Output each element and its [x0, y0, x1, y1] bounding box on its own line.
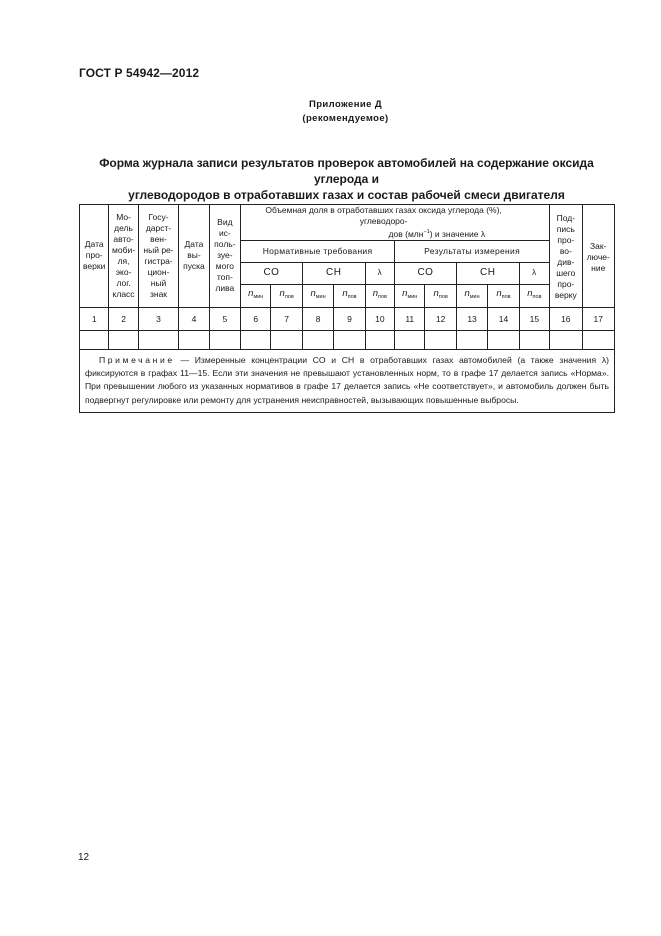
- journal-form-table: [79, 204, 615, 413]
- entry-cell[interactable]: [109, 330, 138, 349]
- normative-ch-npov: $n_{пов}$: [334, 284, 365, 307]
- header-line: вы-: [187, 250, 201, 261]
- group-header-line-2: дов (млн$^{-1}$) и значение λ: [388, 228, 486, 239]
- normative-lambda: λ: [365, 262, 394, 284]
- entry-cell[interactable]: [425, 330, 456, 349]
- header-line: ный ре-: [143, 244, 174, 255]
- header-line: знак: [149, 288, 168, 299]
- header-line: пись: [556, 224, 575, 234]
- column-number: 9: [334, 307, 365, 330]
- header-line: Дата: [184, 239, 204, 250]
- header-line: дель: [114, 222, 133, 233]
- col-header-inspector-signature: [550, 205, 582, 308]
- page-number: 12: [78, 852, 90, 863]
- header-line: Вид: [217, 217, 233, 228]
- entry-cell[interactable]: [138, 330, 179, 349]
- normative-lambda-npov: $n_{пов}$: [365, 284, 394, 307]
- col-header-conclusion: [582, 205, 614, 308]
- result-co-nmin: $n_{мин}$: [395, 284, 425, 307]
- col-header-registration-plate: [138, 205, 179, 308]
- table-note: [80, 349, 615, 412]
- col-header-vehicle-model: [109, 205, 138, 308]
- result-ch-npov: $n_{пов}$: [488, 284, 519, 307]
- column-number: 3: [138, 307, 179, 330]
- result-co: CO: [395, 262, 457, 284]
- normative-ch: CH: [302, 262, 365, 284]
- entry-cell[interactable]: [179, 330, 209, 349]
- header-line: Зак-: [590, 241, 607, 251]
- column-number: 16: [550, 307, 582, 330]
- column-number: 10: [365, 307, 394, 330]
- column-number: 4: [179, 307, 209, 330]
- entry-cell[interactable]: [334, 330, 365, 349]
- col-header-check-date: [80, 205, 109, 308]
- title-line-2: углеводородов в отработавших газах и состав рабочей смеси двигателя: [128, 188, 565, 202]
- entry-cell[interactable]: [550, 330, 582, 349]
- col-header-manufacture-date: [179, 205, 209, 308]
- appendix-heading: [0, 98, 661, 126]
- header-line: моби-: [112, 244, 136, 255]
- column-number: 12: [425, 307, 456, 330]
- entry-cell[interactable]: [456, 330, 487, 349]
- document-title: [79, 155, 614, 203]
- header-line: шего: [556, 268, 576, 278]
- header-line: дарст-: [145, 222, 172, 233]
- header-line: Госу-: [148, 211, 169, 222]
- header-line: пуска: [183, 261, 205, 272]
- group-header-volume-fraction: [241, 205, 550, 241]
- column-number: 7: [271, 307, 302, 330]
- group-header-line-1: Объемная доля в отработавших газах оксида углерода (%), углеводоро-: [265, 205, 502, 226]
- header-line: гистра-: [144, 255, 173, 266]
- header-line: цион-: [147, 266, 170, 277]
- appendix-status: (рекомендуемое): [302, 113, 389, 124]
- header-line: ля,: [117, 255, 130, 266]
- col-header-fuel-type: [209, 205, 240, 308]
- header-line: Дата: [84, 239, 104, 250]
- column-number: 15: [519, 307, 549, 330]
- result-lambda-npov: $n_{пов}$: [519, 284, 549, 307]
- header-line: зуе-: [217, 250, 233, 261]
- normative-co: CO: [241, 262, 303, 284]
- entry-cell[interactable]: [209, 330, 240, 349]
- normative-co-npov: $n_{пов}$: [271, 284, 302, 307]
- column-number: 14: [488, 307, 519, 330]
- subheader-measurement-results: Результаты измерения: [395, 240, 550, 262]
- column-number: 6: [241, 307, 271, 330]
- entry-cell[interactable]: [271, 330, 302, 349]
- header-line: див-: [557, 257, 575, 267]
- result-lambda: λ: [519, 262, 549, 284]
- header-line: класс: [112, 288, 135, 299]
- standard-number: ГОСТ Р 54942—2012: [79, 66, 200, 80]
- appendix-label: Приложение Д: [308, 99, 383, 110]
- header-line: ние: [591, 263, 606, 273]
- header-line: про-: [557, 235, 575, 245]
- header-line: ный: [150, 277, 167, 288]
- header-line: ис-: [218, 228, 231, 239]
- column-number: 5: [209, 307, 240, 330]
- normative-ch-nmin: $n_{мин}$: [302, 284, 333, 307]
- header-line: Мо-: [116, 211, 131, 222]
- normative-co-nmin: $n_{мин}$: [241, 284, 271, 307]
- column-number: 8: [302, 307, 333, 330]
- entry-cell[interactable]: [488, 330, 519, 349]
- header-line: авто-: [113, 233, 134, 244]
- header-line: верку: [554, 290, 577, 300]
- column-number: 11: [395, 307, 425, 330]
- header-line: мого: [215, 261, 234, 272]
- header-line: люче-: [586, 252, 610, 262]
- entry-cell[interactable]: [241, 330, 271, 349]
- entry-cell[interactable]: [80, 330, 109, 349]
- column-number: 17: [582, 307, 614, 330]
- column-numbers-row: [80, 307, 615, 330]
- header-line: лива: [215, 283, 235, 294]
- entry-cell[interactable]: [395, 330, 425, 349]
- entry-cell[interactable]: [302, 330, 333, 349]
- entry-cell[interactable]: [582, 330, 614, 349]
- header-line: про-: [557, 279, 575, 289]
- subheader-normative-requirements: Нормативные требования: [241, 240, 395, 262]
- entry-cell[interactable]: [365, 330, 394, 349]
- header-line: топ-: [216, 272, 233, 283]
- result-ch: CH: [456, 262, 519, 284]
- header-line: лог.: [116, 277, 131, 288]
- header-line: про-: [85, 250, 103, 261]
- empty-entry-row: [80, 330, 615, 349]
- header-line: эко-: [115, 266, 132, 277]
- header-line: вен-: [150, 233, 167, 244]
- header-line: поль-: [214, 239, 236, 250]
- header-line: верки: [83, 261, 106, 272]
- note-text: — Измеренные концентрации CO и CH в отработавших газах автомобилей (а также значения λ) фиксируются в графах 11—15. Если эти значения не превышают установленных норм, то в графе 17 делается запись «Норма». При превышении любого из указанных нормативов в графе 17 делается запись «Не соответствует», и автомобиль должен быть подвергнут регулировке или ремонту для устранения неисправностей, вызывающих повышенные выбросы.: [85, 354, 609, 405]
- column-number: 13: [456, 307, 487, 330]
- result-co-npov: $n_{пов}$: [425, 284, 456, 307]
- header-line: во-: [559, 246, 572, 256]
- note-label: Примечание: [99, 354, 175, 365]
- entry-cell[interactable]: [519, 330, 549, 349]
- title-line-1: Форма журнала записи результатов проверок автомобилей на содержание оксида углерода и: [99, 156, 594, 186]
- result-ch-nmin: $n_{мин}$: [456, 284, 487, 307]
- column-number: 2: [109, 307, 138, 330]
- column-number: 1: [80, 307, 109, 330]
- header-line: Под-: [556, 213, 576, 223]
